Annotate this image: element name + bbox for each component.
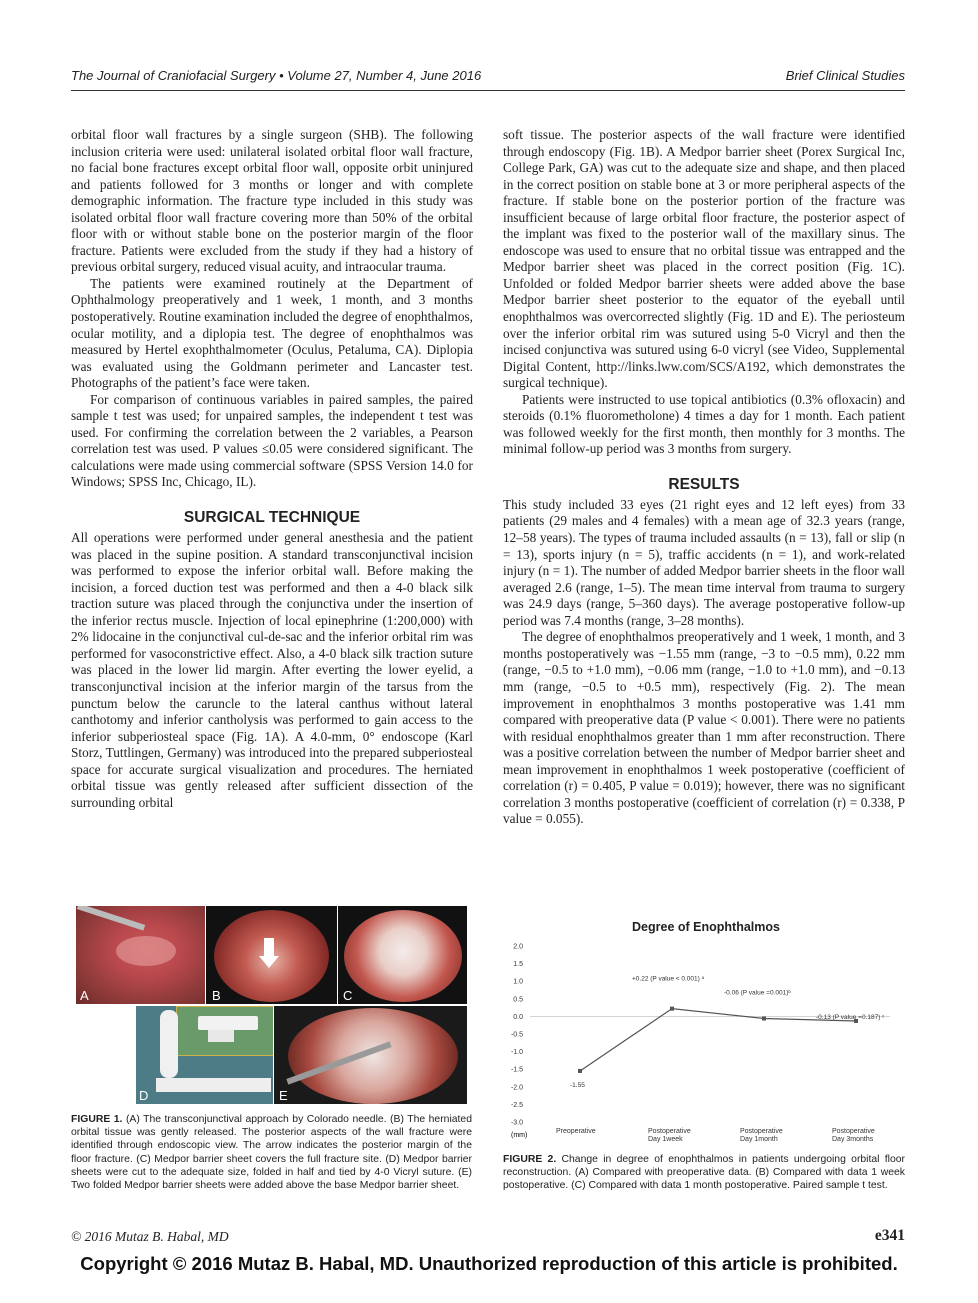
- x-tick-label: Day 3months: [832, 1136, 874, 1143]
- photo-panel-e: [274, 1006, 467, 1104]
- data-label: -0.13 (P value =0.187) ᶜ: [816, 1013, 885, 1021]
- data-annotations: [570, 976, 885, 1089]
- y-tick-label: -1.5: [510, 1066, 523, 1074]
- figure-1-caption: [71, 1113, 472, 1192]
- data-point: [670, 1007, 674, 1011]
- paragraph: soft tissue. The posterior aspects of the wall fracture were identified through endoscopy (Fig. 1B). A Medpor barrier sheet (Porex Surgical Inc, College Park, GA) was cut to the adequate size and shape, and then placed in the correct position on stable bone at 3 or more peripheral aspects of the fracture. If stable bone on the posterior portion of the fracture was insufficient because of large orbital floor fracture, the posterior aspect of the implant was fixed to the posterior wall of the maxillary sinus. The endoscope was used to ensure that no orbital tissue was entrapped and the Medpor barrier sheet was placed in the correct position (Fig. 1C). Unfolded or folded Medpor barrier sheets were added above the base Medpor barrier sheet posterior to the equator of the eyeball until enophthalmos was overcorrected slightly (Fig. 1D and E). The periosteum over the inferior orbital rim was sutured using 5-0 Vicryl and then the incised conjunctiva was sutured using 6-0 vicryl (see Video, Supplemental Digital Content, http://links.lww.com/SCS/A192, which demonstrates the surgical technique).: [503, 127, 905, 391]
- paragraph: All operations were performed under general anesthesia and the patient was placed in the supine position. A standard transconjunctival incision was performed to expose the inferior orbital wall. Before making the incision, a forced duction test was performed and then a 4-0 black silk traction suture was placed through the conjunctiva under the insertion of the inferior rectus muscle. Injection of local epinephrine (1:200,000) with 2% lidocaine in the conjunctival cul-de-sac and the inferior orbital rim was performed for vasoconstrictive effect. Also, a 4-0 black silk traction suture was placed in the lower lid margin. After everting the lower eyelid, a transconjunctival incision at the inferior margin of the tarsus from the punctum below the caruncle to the lateral canthus without lateral canthotomy and inferior cantholysis was performed to gain access to the inferior subperiosteal space (Fig. 1A). A 4.0-mm, 0° endoscope (Karl Storz, Tuttlingen, Germany) was introduced into the prepared subperiosteal space for accurate surgical visualization and procedures. The herniated orbital tissue was gently released after sufficient dissection of the surrounding orbital: [71, 530, 473, 810]
- figure-1-caption-label: FIGURE 1.: [71, 1114, 123, 1125]
- panel-label: D: [139, 1088, 149, 1103]
- figure-2-caption-text: Change in degree of enophthalmos in patients undergoing orbital floor reconstruction. (A) Compared with preoperative data. (B) Compared with data 1 week postoperative. (C) Compared with data 1 month postoperative. Paired sample t test.: [503, 1154, 905, 1192]
- figure-1-caption-text: (A) The transconjunctival approach by Colorado needle. (B) The herniated orbital tissue was gently released. The posterior aspects of the wall fracture were identified through endoscopic view. The arrow indicates the posterior margin of the floor fracture. (C) Medpor barrier sheet covers the full fracture site. (D) Medpor barrier sheets were cut to the adequate size, folded in half and tied by 4-0 Vicryl suture. (E) Two folded Medpor barrier sheets were added above the base Medpor barrier sheet.: [71, 1114, 472, 1192]
- x-axis-labels: [556, 1128, 875, 1143]
- footer-copyright: © 2016 Mutaz B. Habal, MD: [71, 1229, 229, 1244]
- chart-title: Degree of Enophthalmos: [632, 920, 780, 934]
- panel-label: C: [343, 988, 353, 1003]
- y-tick-label: -2.0: [510, 1084, 523, 1092]
- section-heading: SURGICAL TECHNIQUE: [183, 509, 361, 527]
- y-tick-label: -0.5: [510, 1031, 523, 1039]
- paragraph: This study included 33 eyes (21 right eyes and 12 left eyes) from 33 patients (29 males and 4 females) with a mean age of 32.3 years (range, 12–58 years). The types of trauma included assaults (n = 13), fall or slip (n = 13), sports injury (n = 5), traffic accidents (n = 1), and work-related injury (n = 1). The number of added Medpor barrier sheets in the floor wall averaged 2.6 (range, 1–5). The mean time interval from trauma to surgery was 24.9 days (range, 5–360 days). The average postoperative follow-up period was 7.4 months (range, 3–28 months).: [503, 496, 905, 628]
- paragraph: For comparison of continuous variables in paired samples, the paired sample t test was used; for unpaired samples, the independent t test was used. For confirming the correlation between the 2 variables, a Pearson correlation test was used. P values ≤0.05 were considered significant. The calculations were made using commercial software (SPSS Version 14.0 for Windows; SPSS Inc, Chicago, IL).: [71, 391, 473, 490]
- data-point: [762, 1017, 766, 1021]
- paragraph: The degree of enophthalmos preoperatively and 1 week, 1 month, and 3 months postoperatively was −1.55 mm (range, −3 to −0.5 mm), 0.22 mm (range, −0.5 to +1.0 mm), −0.06 mm (range, −1.0 to +1.0 mm), and −0.13 mm (range, −0.5 to +0.5 mm), respectively (Fig. 2). The mean improvement in enophthalmos 3 months postoperative was 1.41 mm compared with preoperative data (P value < 0.001). There were no patients with residual enophthalmos greater than 1 mm after reconstruction. There was a positive correlation between the number of Medpor barrier sheet and mean improvement in enophthalmos 1 week postoperative (coefficient of correlation (r) = 0.405, P value = 0.019); however, there was no significant correlation 3 months postoperative (coefficient of correlation (r) = 0.338, P value = 0.055).: [503, 629, 905, 827]
- series-line: [580, 1009, 856, 1071]
- paragraph: orbital floor wall fractures by a single surgeon (SHB). The following inclusion criteria were used: unilateral isolated orbital floor wall fracture, no facial bone fractures except orbital floor wall, opposite orbit uninjured and patients followed for 3 months or longer and with complete demographic information. The fracture type included in this study was isolated orbital floor wall fracture covering more than 50% of the orbital floor with or without stable bone on the posterior margin of the floor fracture. Patients were excluded from the study if they had a history of previous orbital surgery, reduced visual acuity, and intraocular trauma.: [71, 127, 473, 275]
- left-column: [71, 127, 473, 811]
- y-tick-label: 2.0: [513, 943, 523, 951]
- section-heading: RESULTS: [668, 475, 740, 493]
- copyright-notice: Copyright © 2016 Mutaz B. Habal, MD. Unauthorized reproduction of this article is prohibited.: [80, 1253, 898, 1274]
- paragraph: Patients were instructed to use topical antibiotics (0.3% ofloxacin) and steroids (0.1% fluorometholone) 4 times a day for 1 month. Each patient was followed weekly for the first month, then monthly for 3 months. The minimal follow-up period was 3 months from surgery.: [503, 391, 905, 457]
- y-tick-label: -1.0: [510, 1049, 523, 1057]
- y-tick-label: 1.5: [513, 961, 523, 969]
- paragraph: The patients were examined routinely at the Department of Ophthalmology preoperatively and 1 week, 1 month, and 3 months postoperatively. Routine examination included the degree of enophthalmos, ocular motility, and a diplopia test. The degree of enophthalmos was measured by Hertel exophthalmometer (Oculus, Petaluma, CA). Diplopia was evaluated using the Goldmann perimeter and Lancaster test. Photographs of the patient’s face were taken.: [71, 275, 473, 391]
- x-tick-label: Postoperative: [740, 1128, 783, 1135]
- photo-panel-a: [76, 906, 205, 1004]
- y-tick-label: 1.0: [513, 978, 523, 986]
- x-tick-label: Postoperative: [648, 1128, 691, 1135]
- y-tick-label: 0.0: [513, 1013, 523, 1021]
- figure-2-caption: [503, 1153, 905, 1193]
- data-label: -0.06 (P value =0.001)ᵇ: [724, 989, 791, 997]
- journal-citation: The Journal of Craniofacial Surgery • Volume 27, Number 4, June 2016: [71, 68, 482, 83]
- data-label: +0.22 (P value < 0.001) ᵃ: [632, 975, 705, 983]
- y-axis-ticks: [511, 944, 523, 1127]
- x-tick-label: Preoperative: [556, 1128, 596, 1135]
- y-tick-label: -2.5: [510, 1101, 523, 1109]
- running-header: [71, 66, 905, 91]
- x-tick-label: Day 1week: [648, 1136, 683, 1143]
- page-number: e341: [874, 1227, 905, 1244]
- enophthalmos-line-chart: [500, 912, 910, 1152]
- x-tick-label: Day 1month: [740, 1136, 778, 1143]
- figure-2-caption-label: FIGURE 2.: [503, 1154, 557, 1165]
- panel-label: E: [279, 1088, 288, 1103]
- data-label: -1.55: [570, 1081, 585, 1089]
- photo-panel-d: [136, 1006, 273, 1104]
- x-tick-label: Postoperative: [832, 1128, 875, 1135]
- panel-label: A: [80, 988, 89, 1003]
- figure-1-photos: [76, 906, 467, 1104]
- panel-label: B: [212, 988, 221, 1003]
- data-point: [578, 1069, 582, 1073]
- y-tick-label: -3.0: [510, 1119, 523, 1127]
- photo-panel-c: [338, 906, 467, 1004]
- right-column: [503, 127, 905, 828]
- y-tick-label: 0.5: [513, 996, 523, 1004]
- section-name: Brief Clinical Studies: [785, 68, 905, 83]
- photo-panel-b: [206, 906, 337, 1004]
- y-unit-label: (mm): [511, 1132, 528, 1139]
